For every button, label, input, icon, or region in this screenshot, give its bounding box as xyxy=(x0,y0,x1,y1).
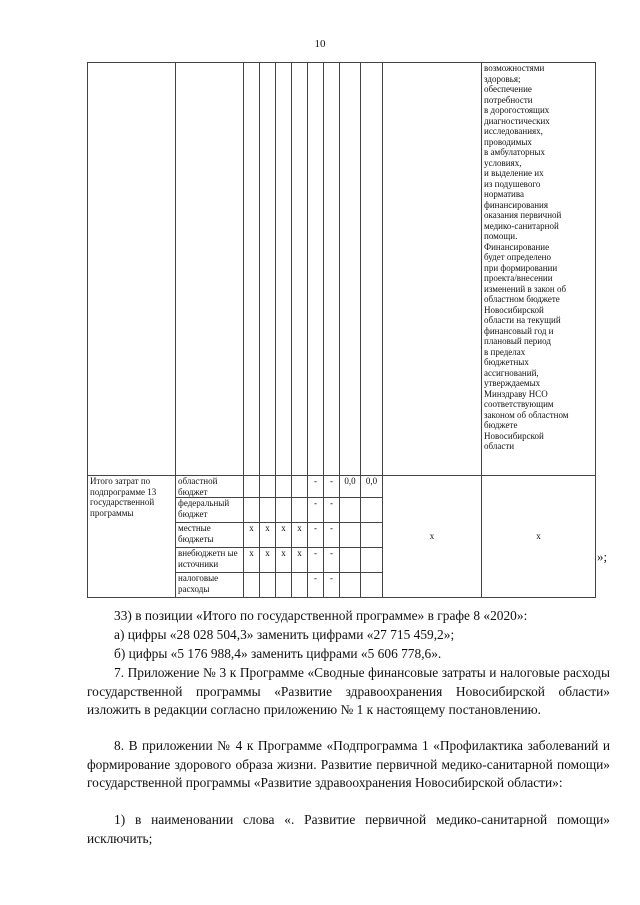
paragraph-1: 1) в наименовании слова «. Развитие первичной медико-санитарной помощи» исключить; xyxy=(87,812,610,846)
description-line: диагностических xyxy=(484,115,550,126)
value-cell: x xyxy=(276,523,292,548)
value-cell: x xyxy=(244,548,260,573)
value-cell: - xyxy=(308,548,324,573)
value-cell xyxy=(244,476,260,498)
description-line: области на текущий xyxy=(484,315,561,325)
value-cell: 0,0 xyxy=(361,476,383,498)
source-cell: внебюджетн ые источники xyxy=(176,548,244,573)
source-cell: федеральный бюджет xyxy=(176,498,244,523)
value-cell: - xyxy=(324,498,340,523)
value-cell: x xyxy=(260,523,276,548)
page-number: 10 xyxy=(314,38,326,50)
description-line: области xyxy=(484,441,515,451)
description-cell xyxy=(482,63,596,476)
value-cell: x xyxy=(292,548,308,573)
description-line: условиях, xyxy=(484,157,522,168)
description-line: медико-санитарной xyxy=(484,220,559,231)
value-cell xyxy=(340,548,361,573)
description-line: норматива xyxy=(484,189,524,199)
value-cell: x xyxy=(276,548,292,573)
value-cell: - xyxy=(308,573,324,598)
table-row xyxy=(88,476,596,498)
value-cell: x xyxy=(260,548,276,573)
value-cell xyxy=(276,476,292,498)
value-cell xyxy=(340,498,361,523)
value-cell xyxy=(260,498,276,523)
source-cell: местные бюджеты xyxy=(176,523,244,548)
value-cell: - xyxy=(324,476,340,498)
description-line: Финансирование xyxy=(484,241,550,252)
value-cell: x xyxy=(292,523,308,548)
col9-mark: x xyxy=(383,476,482,598)
value-cell xyxy=(361,523,383,548)
description-line: Новосибирской xyxy=(484,430,544,441)
description-line: будет определено xyxy=(484,252,551,262)
description-line: возможностями xyxy=(484,63,545,73)
value-cell xyxy=(292,476,308,498)
description-line: областном бюджете xyxy=(484,294,560,304)
description-line: Минздраву НСО xyxy=(484,388,548,399)
description-line: финансирования xyxy=(484,199,548,210)
value-cell xyxy=(361,548,383,573)
source-cell: налоговые расходы xyxy=(176,573,244,598)
description-line: обеспечение xyxy=(484,84,532,94)
value-cell: - xyxy=(308,498,324,523)
description-line: утверждаемых xyxy=(484,378,541,388)
value-cell xyxy=(244,498,260,523)
description-line: из подушевого xyxy=(484,178,541,189)
description-line: помощи. xyxy=(484,231,518,241)
source-cell: областной бюджет xyxy=(176,476,244,498)
description-line: соответствующим xyxy=(484,399,554,409)
paragraph-8: 8. В приложении № 4 к Программе «Подпрограмма 1 «Профилактика заболеваний и формирование здорового образа жизни. Развитие первичной медико-санитарной помощи» государственной программы «Развитие здравоохранения Новосибирской области»: xyxy=(87,738,610,790)
value-cell: x xyxy=(244,523,260,548)
closing-quote-mark: »; xyxy=(597,549,608,564)
description-line: оказания первичной xyxy=(484,210,562,220)
paragraph-33: 33) в позиции «Итого по государственной программе» в графе 8 «2020»: xyxy=(114,608,528,623)
description-line: проводимых xyxy=(484,136,532,147)
description-line: бюджете xyxy=(484,420,518,430)
value-cell xyxy=(276,498,292,523)
description-line: Новосибирской xyxy=(484,304,544,315)
value-cell: - xyxy=(324,573,340,598)
value-cell xyxy=(340,523,361,548)
value-cell xyxy=(260,573,276,598)
description-line: проекта/внесении xyxy=(484,273,553,283)
description-line: финансовый год и xyxy=(484,325,554,336)
value-cell xyxy=(361,498,383,523)
col10-mark: x xyxy=(482,476,596,598)
description-line: потребности xyxy=(484,94,533,105)
description-line: в пределах xyxy=(484,346,526,357)
description-line: здоровья; xyxy=(484,73,521,84)
value-cell xyxy=(340,573,361,598)
description-line: и выделение их xyxy=(484,168,544,178)
description-line: ассигнований, xyxy=(484,367,539,378)
paragraph-7: 7. Приложение № 3 к Программе «Сводные финансовые затраты и налоговые расходы государственной программы «Развитие здравоохранения Новосибирской области» изложить в редакции согласно приложению № 1 к настоящему постановлению. xyxy=(87,665,610,717)
description-line: законом об областном xyxy=(484,409,569,420)
description-line: бюджетных xyxy=(484,357,529,367)
description-line: в амбулаторных xyxy=(484,147,545,157)
value-cell: - xyxy=(324,548,340,573)
description-line: изменений в закон об xyxy=(484,283,567,294)
value-cell xyxy=(260,476,276,498)
value-cell: - xyxy=(308,476,324,498)
paragraph-b: б) цифры «5 176 988,4» заменить цифрами «5 606 778,6». xyxy=(114,646,442,661)
value-cell xyxy=(361,573,383,598)
value-cell xyxy=(244,573,260,598)
financing-table xyxy=(87,62,596,598)
value-cell xyxy=(292,573,308,598)
description-line: плановый период xyxy=(484,336,551,346)
continuation-row xyxy=(88,63,596,476)
value-cell: - xyxy=(308,523,324,548)
value-cell xyxy=(292,498,308,523)
paragraph-a: а) цифры «28 028 504,3» заменить цифрами «27 715 459,2»; xyxy=(114,627,455,642)
total-label-cell: Итого затрат по подпрограмме 13 государственной программы xyxy=(88,476,176,598)
description-line: при формировании xyxy=(484,262,558,273)
value-cell: - xyxy=(324,523,340,548)
description-line: в дорогостоящих xyxy=(484,105,550,115)
value-cell: 0,0 xyxy=(340,476,361,498)
description-line: исследованиях, xyxy=(484,126,543,136)
value-cell xyxy=(276,573,292,598)
